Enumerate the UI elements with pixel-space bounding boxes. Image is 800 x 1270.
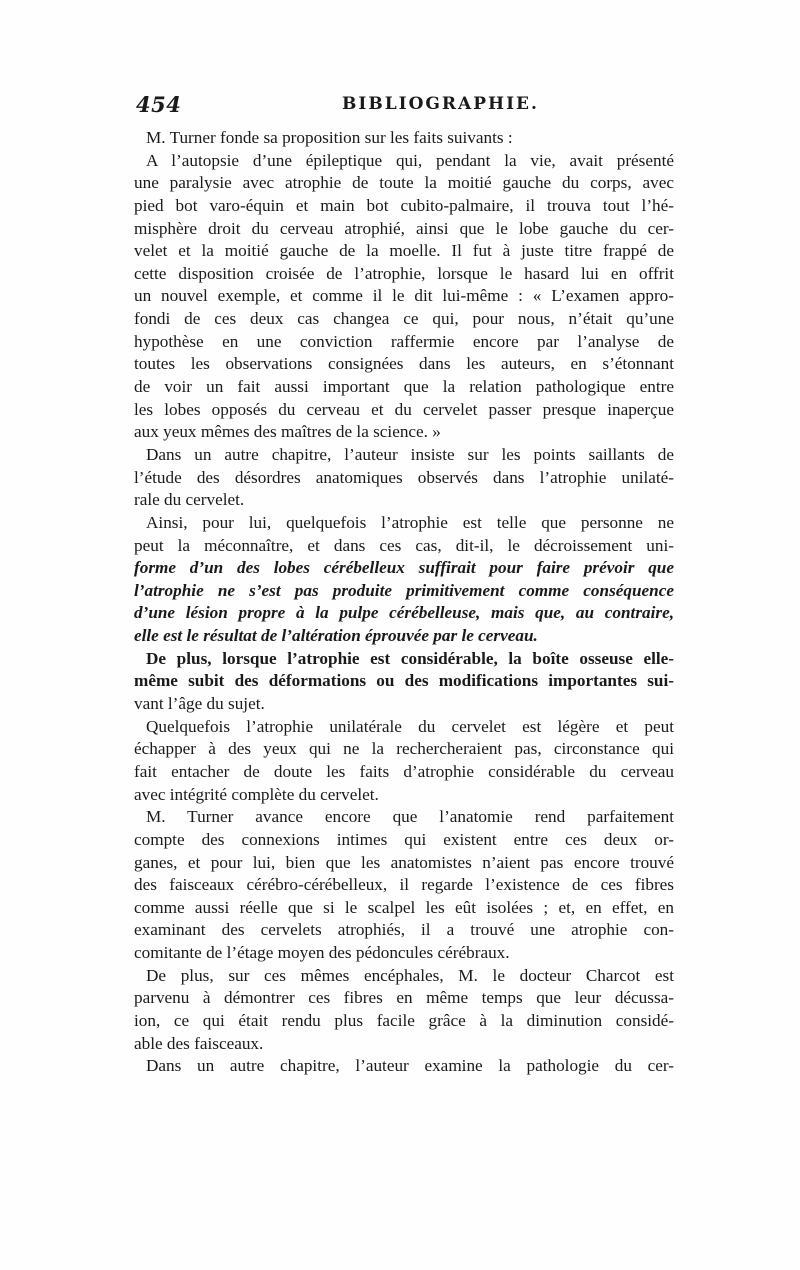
text-line: ganes, et pour lui, bien que les anatomistes n’aient pas encore trouvé xyxy=(134,852,674,872)
text-line: hypothèse en une conviction raffermie encore par l’analyse de xyxy=(134,331,674,351)
text-line: forme d’un des lobes cérébelleux suffirait pour faire prévoir que xyxy=(134,558,674,578)
text-line: comitante de l’étage moyen des pédoncules cérébraux. xyxy=(134,943,510,963)
text-line: De plus, lorsque l’atrophie est considérable, la boîte osseuse elle- xyxy=(146,648,674,668)
text-line: l’atrophie ne s’est pas produite primitivement comme conséquence xyxy=(134,580,674,600)
text-line: les lobes opposés du cerveau et du cervelet passer presque inaperçue xyxy=(134,399,674,419)
text-line: rale du cervelet. xyxy=(134,490,245,510)
text-line: pied bot varo-équin et main bot cubito-palmaire, il trouva tout l’hé- xyxy=(134,195,674,215)
text-line: échapper à des yeux qui ne la rechercheraient pas, circonstance qui xyxy=(134,739,674,759)
text-line: examinant des cervelets atrophiés, il a trouvé une atrophie con- xyxy=(134,920,674,940)
page-header xyxy=(136,92,676,118)
text-line: l’étude des désordres anatomiques observés dans l’atrophie unilaté- xyxy=(134,467,674,487)
text-line: A l’autopsie d’une épileptique qui, pendant la vie, avait présenté xyxy=(146,150,674,170)
text-line: Quelquefois l’atrophie unilatérale du cervelet est légère et peut xyxy=(146,716,674,736)
text-line: un nouvel exemple, et comme il le dit lui-même : « L’examen appro- xyxy=(134,286,674,306)
text-line: des faisceaux cérébro-cérébelleux, il regarde l’existence de ces fibres xyxy=(134,875,674,895)
text-line: parvenu à démontrer ces fibres en même temps que leur décussa- xyxy=(134,988,674,1008)
text-line: elle est le résultat de l’altération éprouvée par le cerveau. xyxy=(134,626,538,646)
text-line: aux yeux mêmes des maîtres de la science. » xyxy=(134,422,441,442)
text-line: une paralysie avec atrophie de toute la moitié gauche du corps, avec xyxy=(134,173,674,193)
text-line: comme aussi réelle que si le scalpel les eût isolées ; et, en effet, en xyxy=(134,897,674,917)
text-line: Dans un autre chapitre, l’auteur insiste sur les points saillants de xyxy=(146,444,674,464)
text-line: fait entacher de doute les faits d’atrophie considérable du cerveau xyxy=(134,761,674,781)
page-number: 454 xyxy=(136,92,182,117)
text-line: vant l’âge du sujet. xyxy=(134,694,265,714)
text-line: De plus, sur ces mêmes encéphales, M. le docteur Charcot est xyxy=(146,965,674,985)
text-line: fondi de ces deux cas changea ce qui, pour nous, n’était qu’une xyxy=(134,309,674,329)
text-line: cette disposition croisée de l’atrophie, lorsque le hasard lui en offrit xyxy=(134,263,674,283)
text-line: toutes les observations consignées dans les auteurs, en s’étonnant xyxy=(134,354,674,374)
text-line: ion, ce qui était rendu plus facile grâce à la diminution considé- xyxy=(134,1010,674,1030)
text-line: M. Turner fonde sa proposition sur les faits suivants : xyxy=(146,128,513,147)
text-line: Ainsi, pour lui, quelquefois l’atrophie est telle que personne ne xyxy=(146,512,674,532)
text-line: avec intégrité complète du cervelet. xyxy=(134,784,379,804)
text-line: Dans un autre chapitre, l’auteur examine la pathologie du cer- xyxy=(146,1056,674,1076)
text-line: d’une lésion propre à la pulpe cérébelleuse, mais que, au contraire, xyxy=(134,603,674,623)
text-line: peut la méconnaître, et dans ces cas, dit-il, le décroissement uni- xyxy=(134,535,674,555)
text-line: able des faisceaux. xyxy=(134,1033,264,1053)
text-line: compte des connexions intimes qui existent entre ces deux or- xyxy=(134,829,674,849)
text-line: velet et la moitié gauche de la moelle. Il fut à juste titre frappé de xyxy=(134,241,674,261)
body-text xyxy=(134,127,674,1078)
running-head: BIBLIOGRAPHIE. xyxy=(342,94,539,114)
text-line: de voir un fait aussi important que la relation pathologique entre xyxy=(134,377,674,397)
text-line: misphère droit du cerveau atrophié, ainsi que le lobe gauche du cer- xyxy=(134,218,674,238)
text-line: M. Turner avance encore que l’anatomie rend parfaitement xyxy=(146,807,674,827)
text-line: même subit des déformations ou des modifications importantes sui- xyxy=(134,671,674,691)
